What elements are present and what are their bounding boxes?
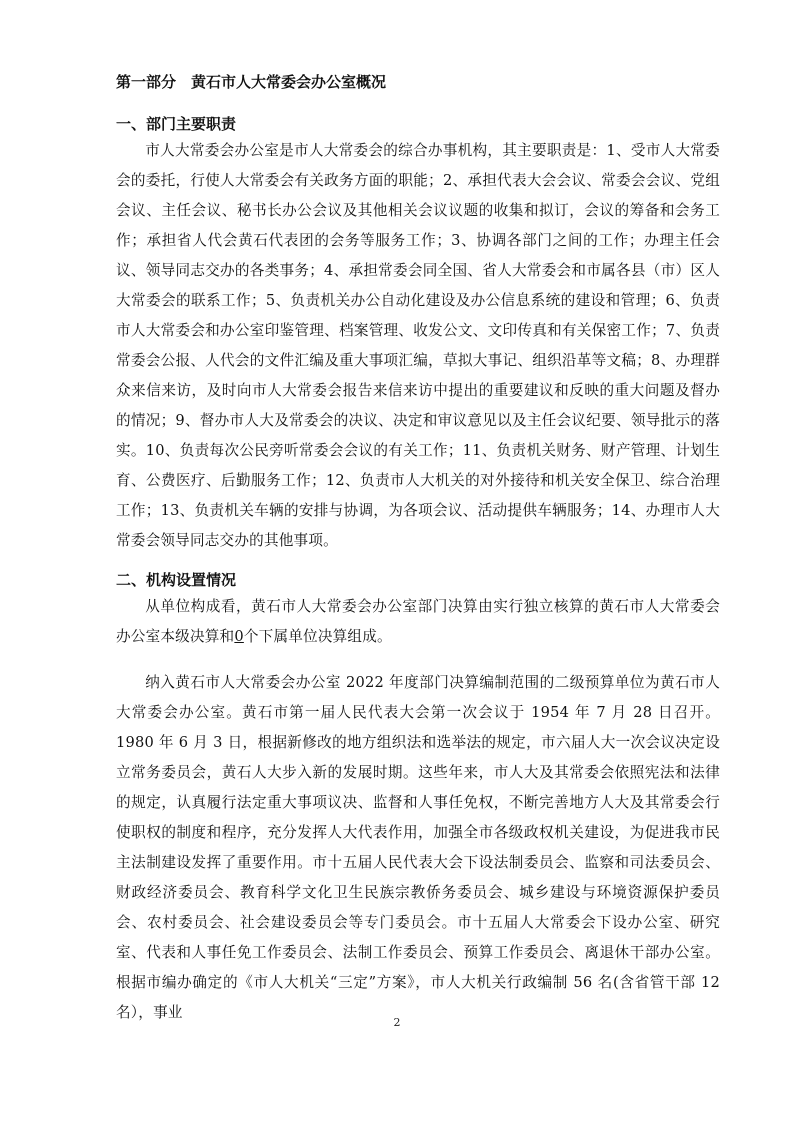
section-heading-duties: 一、部门主要职责 — [116, 115, 237, 133]
section-heading-organization: 二、机构设置情况 — [116, 571, 237, 589]
organization-p1-before: 从单位构成看，黄石市人大常委会办公室部门决算由实行独立核算的黄石市人大常委会办公室本级决算和 — [116, 598, 720, 645]
page-content — [116, 70, 720, 1028]
duties-paragraph: 市人大常委会办公室是市人大常委会的综合办事机构，其主要职责是：1、受市人大常委会的委托，行使人大常委会有关政务方面的职能；2、承担代表大会会议、常委会会议、党组会议、主任会议、秘书长办公会议及其他相关会议议题的收集和拟订，会议的筹备和会务工作；承担省人代会黄石代表团的会务等服务工作；3、协调各部门之间的工作；办理主任会议、领导同志交办的各类事务；4、承担常委会同全国、省人大常委会和市属各县（市）区人大常委会的联系工作；5、负责机关办公自动化建设及办公信息系统的建设和管理；6、负责市人大常委会和办公室印鉴管理、档案管理、收发公文、文印传真和有关保密工作；7、负责常委会公报、人代会的文件汇编及重大事项汇编，草拟大事记、组织沿革等文稿；8、办理群众来信来访，及时向市人大常委会报告来信来访中提出的重要建议和反映的重大问题及督办的情况；9、督办市人大及常委会的决议、决定和审议意见以及主任会议纪要、领导批示的落实。10、负责每次公民旁听常委会会议的有关工作；11、负责机关财务、财产管理、计划生育、公费医疗、后勤服务工作；12、负责市人大机关的对外接待和机关安全保卫、综合治理工作；13、负责机关车辆的安排与协调，为各项会议、活动提供车辆服务；14、办理市人大常委会领导同志交办的其他事项。 — [116, 142, 720, 549]
organization-p1-after: 个下属单位决算组成。 — [243, 628, 392, 645]
organization-paragraph-2: 纳入黄石市人大常委会办公室 2022 年度部门决算编制范围的二级预算单位为黄石市人大常委会办公室。黄石市第一届人民代表大会第一次会议于 1954 年 7 月 28 日召开。1980 年 6 月 3 日，根据新修改的地方组织法和选举法的规定，市六届人大一次会议决定设立常务委员会，黄石人大步入新的发展时期。这些年来，市人大及其常委会依照宪法和法律的规定，认真履行法定重大事项议决、监督和人事任免权，不断完善地方人大及其常委会行使职权的制度和程序，充分发挥人大代表作用，加强全市各级政权机关建设，为促进我市民主法制建设发挥了重要作用。市十五届人民代表大会下设法制委员会、监察和司法委员会、财政经济委员会、教育科学文化卫生民族宗教侨务委员会、城乡建设与环境资源保护委员会、农村委员会、社会建设委员会等专门委员会。市十五届人大常委会下设办公室、研究室、代表和人事任免工作委员会、法制工作委员会、预算工作委员会、离退休干部办公室。根据市编办确定的《市人大机关“三定”方案》，市人大机关行政编制 56 名(含省管干部 12 名），事业 — [116, 674, 720, 1021]
subordinate-unit-count: 0 — [234, 628, 244, 645]
organization-paragraph-1 — [116, 592, 720, 652]
part-title: 第一部分 黄石市人大常委会办公室概况 — [116, 73, 387, 91]
page-number: 2 — [393, 1016, 401, 1029]
